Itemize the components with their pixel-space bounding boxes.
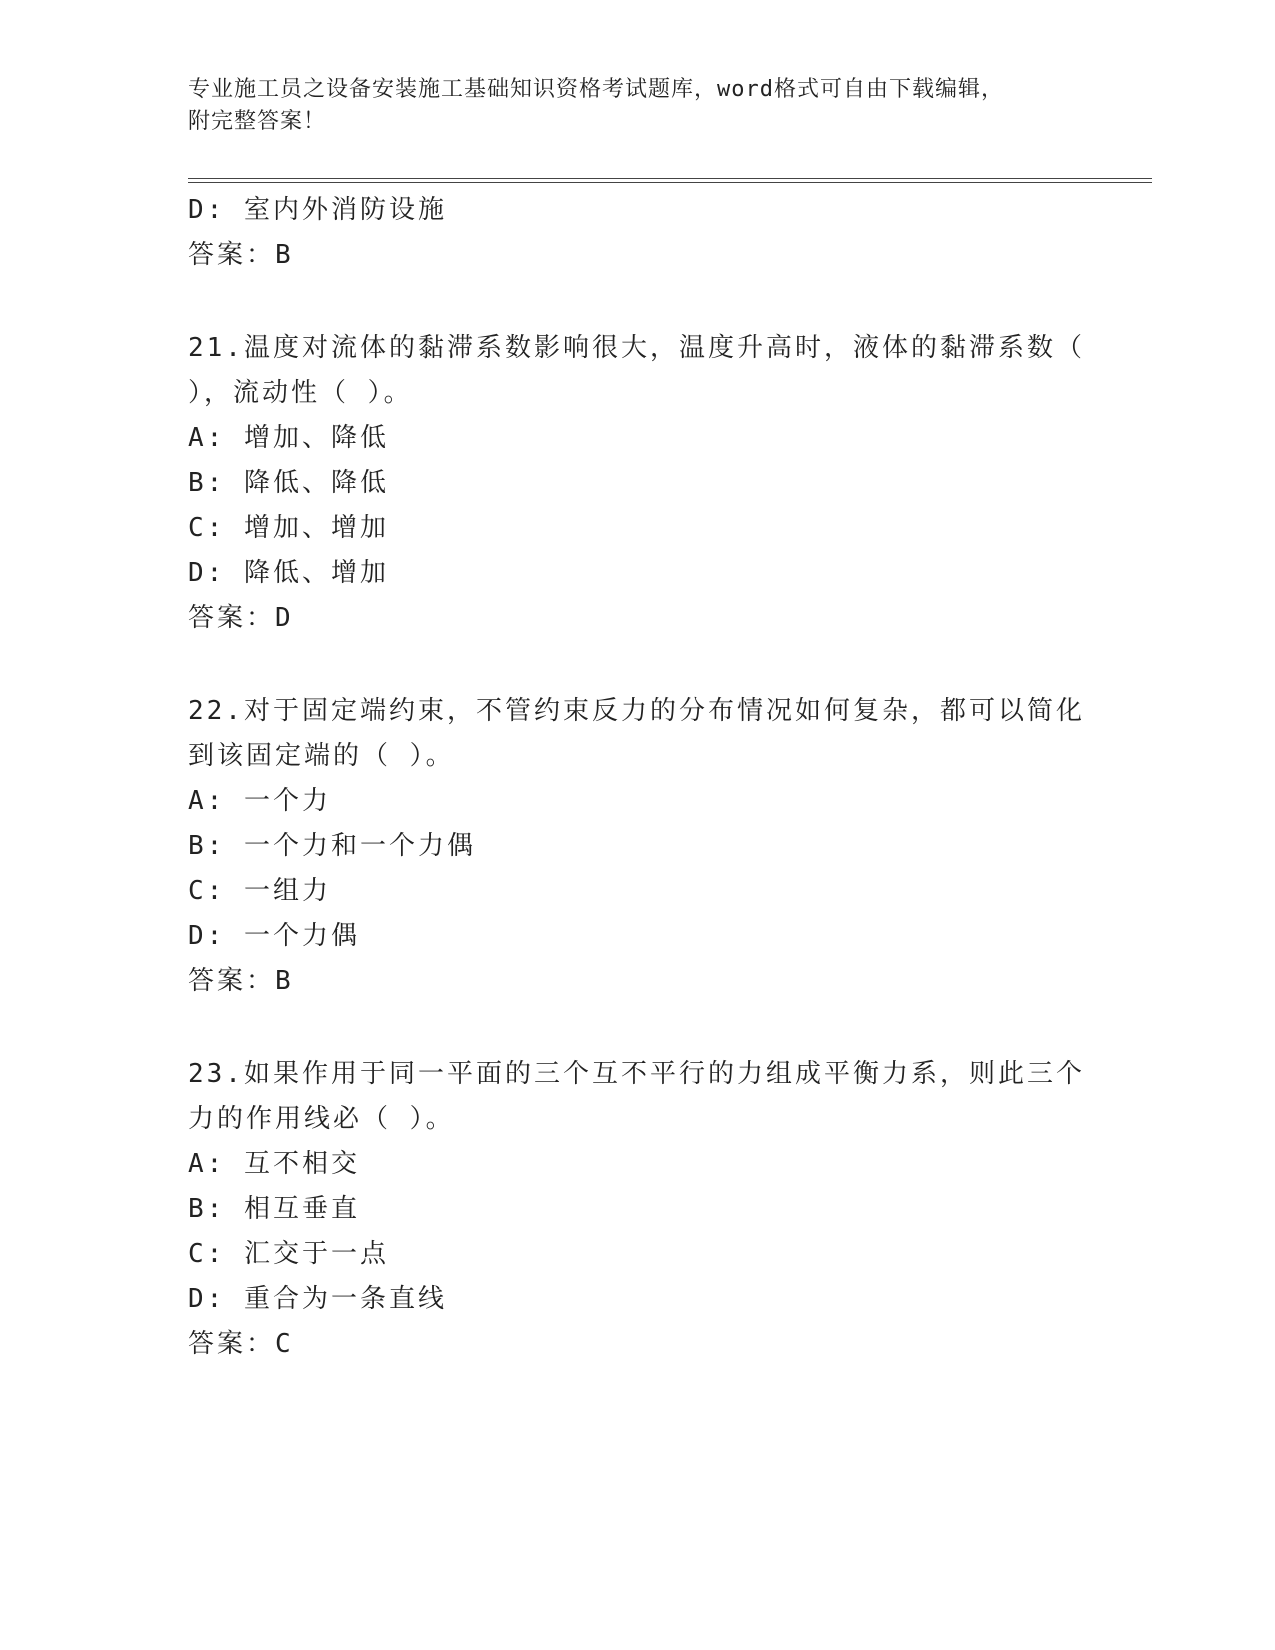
answer-line: 答案：B [188, 240, 294, 270]
previous-question-tail [188, 188, 1088, 278]
document-header [188, 74, 1068, 138]
question-22 [188, 689, 1088, 1004]
header-line-2: 附完整答案！ [188, 109, 327, 134]
question-stem-line-1: 21.温度对流体的黏滞系数影响很大，温度升高时，液体的黏滞系数（ [188, 333, 1085, 363]
header-divider-top [188, 178, 1152, 179]
option-d: D: 一个力偶 [188, 921, 360, 951]
option-d: D: 降低、增加 [188, 558, 389, 588]
question-23 [188, 1052, 1088, 1367]
header-divider-bottom [188, 182, 1152, 183]
question-21 [188, 326, 1088, 641]
option-d: D: 重合为一条直线 [188, 1284, 447, 1314]
option-a: A: 一个力 [188, 786, 331, 816]
question-stem-line-2: ），流动性（ ）。 [188, 378, 413, 408]
answer-line: 答案：D [188, 603, 294, 633]
option-a: A: 互不相交 [188, 1149, 360, 1179]
question-stem-line-2: 力的作用线必（ ）。 [188, 1104, 455, 1134]
question-list [188, 188, 1088, 1367]
option-b: B: 降低、降低 [188, 468, 389, 498]
answer-line: 答案：B [188, 966, 294, 996]
option-b: B: 一个力和一个力偶 [188, 831, 476, 861]
question-stem-line-1: 22.对于固定端约束，不管约束反力的分布情况如何复杂，都可以简化 [188, 696, 1085, 726]
option-c: C: 增加、增加 [188, 513, 389, 543]
header-line-1: 专业施工员之设备安装施工基础知识资格考试题库，word格式可自由下载编辑， [188, 77, 1004, 102]
question-stem-line-2: 到该固定端的（ ）。 [188, 741, 455, 771]
option-c: C: 一组力 [188, 876, 331, 906]
option-c: C: 汇交于一点 [188, 1239, 389, 1269]
option-a: A: 增加、降低 [188, 423, 389, 453]
option-d: D: 室内外消防设施 [188, 195, 447, 225]
question-stem-line-1: 23.如果作用于同一平面的三个互不平行的力组成平衡力系，则此三个 [188, 1059, 1085, 1089]
answer-line: 答案：C [188, 1329, 294, 1359]
option-b: B: 相互垂直 [188, 1194, 360, 1224]
